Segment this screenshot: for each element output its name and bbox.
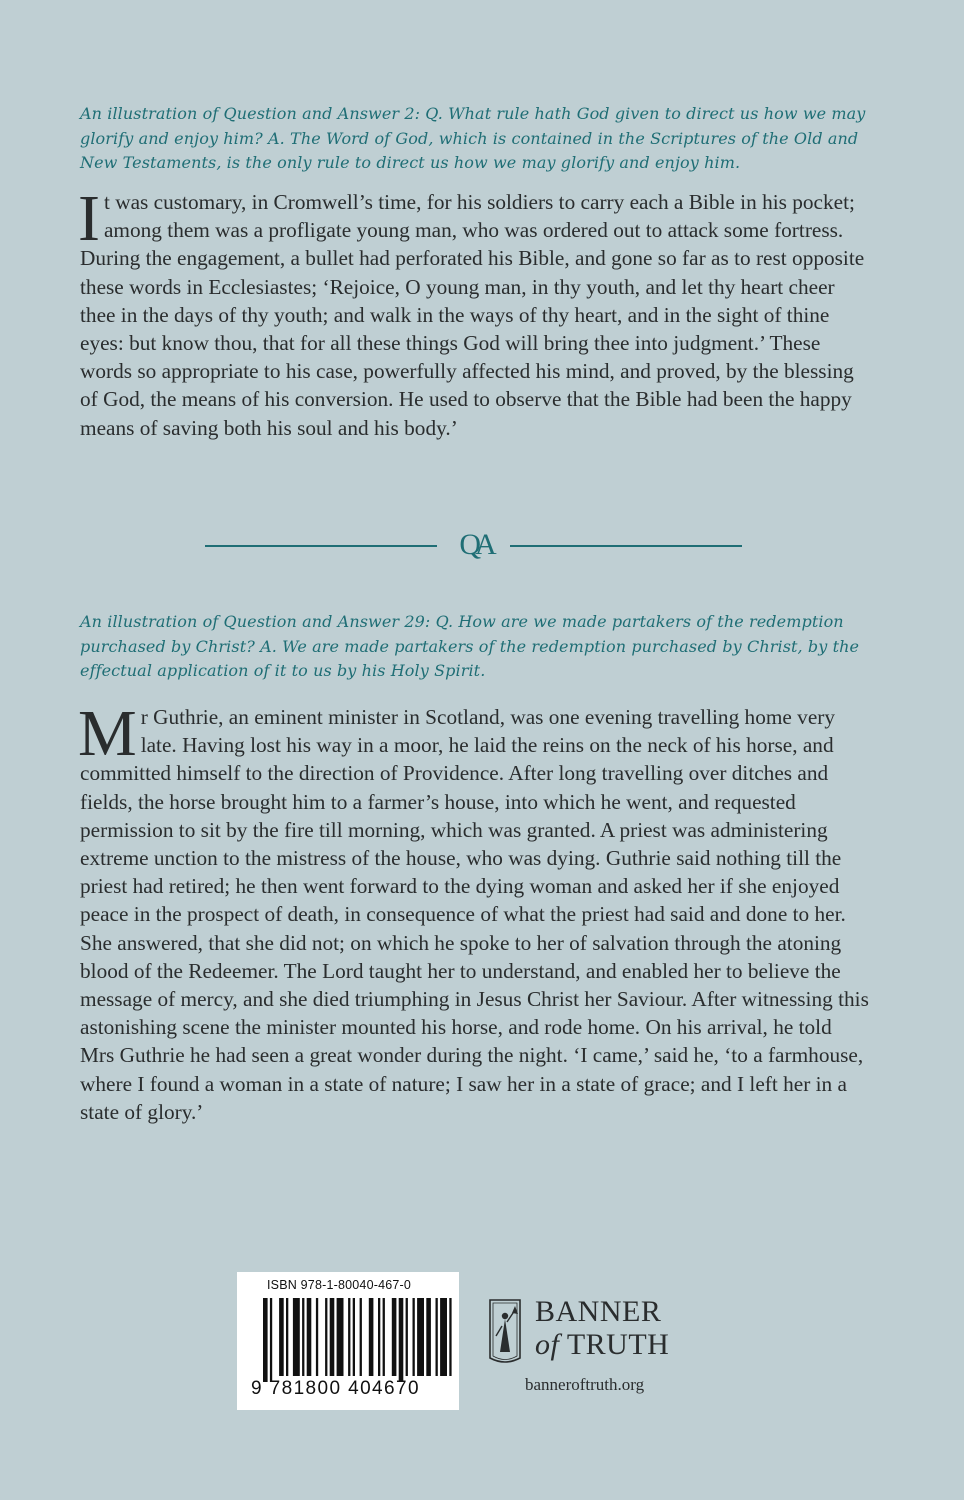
- story-body: t was customary, in Cromwell’s time, for his soldiers to carry each a Bible in his pocket; among them was a profligate young man, who was ordered out to attack some fortress. During the engagement, a bullet had perforated his Bible, and gone so far as to rest opposite these words in Ecclesiastes; ‘Rejoice, O young man, in thy youth, and let thy heart cheer thee in the days of thy youth; and walk in the ways of thy heart, and in the sight of thine eyes: but know thou, that for all these things God will bring thee into judgment.’ These words so appropriate to his case, powerfully affected his mind, and proved, by the blessing of God, the means of his conversion. He used to observe that the Bible had been the happy means of saving both his soul and his body.’: [80, 190, 865, 440]
- barcode-bar: [392, 1298, 397, 1376]
- story-body: r Guthrie, an eminent minister in Scotland, was one evening travelling home very late. Having lost his way in a moor, he laid the reins on the neck of his horse, and committed himself to the direction of Providence. After long travelling over ditches and fields, the horse brought him to a farmer’s house, into which he went, and requested permission to sit by the fire till morning, which was granted. A priest was administering extreme unction to the mistress of the house, who was dying. Guthrie said nothing till the priest had retired; he then went forward to the dying woman and asked her if she enjoyed peace in the prospect of death, in consequence of what the priest had said and done to her. She answered, that she did not; on which he spoke to her of salvation through the atoning blood of the Redeemer. The Lord taught her to understand, and enabled her to believe the message of mercy, and she died triumphing in Jesus Christ her Saviour. After witnessing this astonishing scene the minister mounted his horse, and rode home. On his arrival, he told Mrs Guthrie he had seen a great wonder during the night. ‘I came,’ said he, ‘to a farmhouse, where I found a woman in a state of nature; I saw her in a state of grace; and I left her in a state of glory.’: [80, 705, 869, 1124]
- ean-digits: 9 781800 404670: [251, 1378, 420, 1399]
- publisher-name-truth: TRUTH: [566, 1328, 670, 1361]
- barcode-bar: [286, 1298, 288, 1376]
- barcode-bar: [378, 1298, 380, 1376]
- barcode-bar: [413, 1298, 415, 1376]
- barcode-bar: [307, 1298, 312, 1376]
- barcode-bar: [348, 1298, 350, 1376]
- publisher-name-line2: [535, 1328, 669, 1362]
- barcode-bar: [360, 1298, 362, 1376]
- barcode-bar: [330, 1298, 335, 1376]
- publisher-name-of: of: [535, 1328, 560, 1361]
- barcode-bar: [325, 1298, 327, 1376]
- barcode-bar: [270, 1298, 272, 1382]
- barcode-bar: [293, 1298, 300, 1376]
- barcode-bar: [417, 1298, 424, 1376]
- barcode-bar: [369, 1298, 374, 1376]
- drop-cap: M: [78, 697, 137, 770]
- barcode-panel: [237, 1272, 459, 1410]
- barcode-bar: [436, 1298, 438, 1376]
- caption-question-29: An illustration of Question and Answer 29: Q. How are we made partakers of the redemption purchased by Christ? A. We are made partakers of the redemption purchased by Christ, by the effectual application of it to us by his Holy Spirit.: [80, 612, 860, 680]
- barcode-bar: [316, 1298, 318, 1376]
- publisher-name: [535, 1296, 669, 1362]
- barcode-bar: [353, 1298, 355, 1376]
- story-guthrie: [78, 697, 870, 1126]
- barcode-bar: [449, 1298, 451, 1376]
- story-cromwell-bible: [78, 182, 870, 442]
- caption-question-2: An illustration of Question and Answer 2: Q. What rule hath God given to direct us how we may glorify and enjoy him? A. The Word of God, which is contained in the Scriptures of the Old and New Testaments, is the only rule to direct us how we may glorify and enjoy him.: [80, 104, 866, 172]
- barcode-bar: [337, 1298, 344, 1376]
- qa-ornament: QA: [459, 528, 491, 561]
- barcode-bar: [406, 1298, 408, 1376]
- barcode-bar: [383, 1298, 385, 1376]
- publisher-name-line1: BANNER: [535, 1295, 662, 1328]
- section-divider: [205, 526, 742, 566]
- isbn-label: ISBN 978-1-80040-467-0: [267, 1278, 412, 1292]
- barcode-bar: [279, 1298, 284, 1376]
- barcode-bar: [399, 1298, 404, 1382]
- barcode-bar: [263, 1298, 268, 1382]
- divider-rule-left: [205, 545, 437, 547]
- drop-cap: I: [78, 182, 100, 255]
- barcode-bar: [302, 1298, 304, 1376]
- banner-of-truth-logo-icon: [486, 1296, 526, 1368]
- publisher-url: banneroftruth.org: [525, 1375, 645, 1394]
- barcode-bar: [426, 1298, 431, 1376]
- divider-rule-right: [510, 545, 742, 547]
- barcode-bar: [440, 1298, 447, 1376]
